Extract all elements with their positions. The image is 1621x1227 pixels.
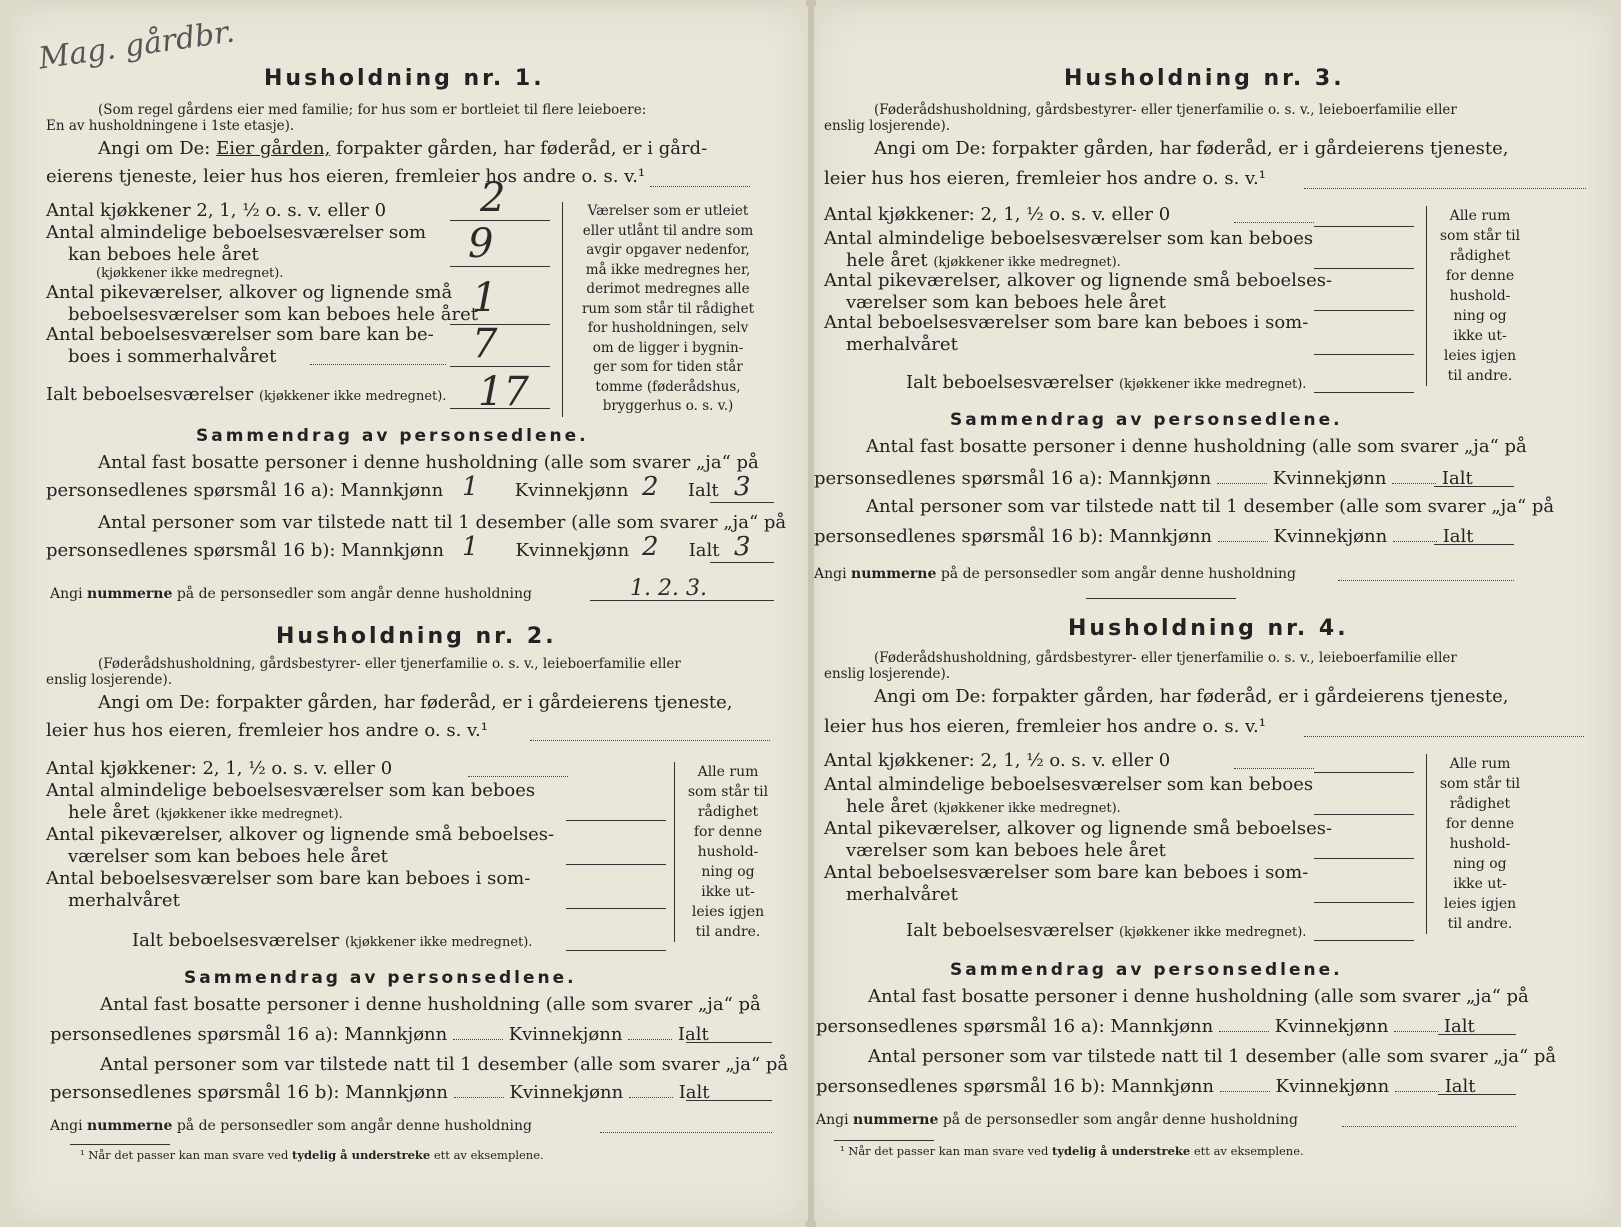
h2-fast-kvinne-label: Kvinnekjønn	[508, 1024, 623, 1045]
h2-nummer-dots	[600, 1132, 772, 1133]
h4-tilst-mann-label: personsedlenes spørsmål 16 b): Mannkjønn	[816, 1076, 1215, 1097]
h1-ialt-value: 17	[478, 369, 529, 415]
h2-brace-note	[674, 762, 771, 942]
h1-nummer-line	[50, 586, 532, 602]
h4-fast-1: Antal fast bosatte personer i denne husholdning (alle som svarer „ja“ på	[868, 986, 1529, 1007]
h1-tilst-ialt-rule	[710, 562, 774, 563]
h1-brace-line: for husholdningen, selv	[587, 320, 749, 336]
h1-nummer-rule	[590, 600, 774, 601]
margin-handwriting: Mag. gårdbr.	[36, 14, 237, 77]
h1-ialt-rule	[450, 408, 550, 409]
h4-brace-note	[1426, 754, 1523, 934]
h1-tilst-kvinne-label: Kvinnekjønn	[515, 540, 630, 561]
h4-kjokken-label: Antal kjøkkener: 2, 1, ½ o. s. v. eller 0	[824, 750, 1171, 771]
h1-sommer-dots	[310, 364, 446, 365]
h2-brace-line: ikke ut-	[701, 884, 755, 900]
h4-fast-kvinne-label: Kvinnekjønn	[1274, 1016, 1389, 1037]
h1-tilst-1: Antal personer som var tilstede natt til 1 desember (alle som svarer „ja“ på	[98, 512, 787, 533]
h1-fast-2	[46, 480, 719, 502]
h1-title: Husholdning nr. 1.	[264, 66, 545, 91]
h4-alm-note: (kjøkkener ikke medregnet).	[933, 801, 1121, 816]
h3-title: Husholdning nr. 3.	[1064, 66, 1345, 91]
h1-angi-dots	[650, 186, 750, 187]
h4-subtitle-2: enslig losjerende).	[824, 666, 951, 682]
h1-ialt-note: (kjøkkener ikke medregnet).	[258, 389, 447, 404]
h2-nummer-prefix: Angi	[50, 1118, 88, 1134]
h3-brace-line: ning og	[1453, 308, 1507, 324]
h4-tilst-ialt-rule	[1438, 1094, 1516, 1095]
h2-sommer-label-2: merhalvåret	[68, 890, 180, 911]
h2-angi-dots	[530, 740, 770, 741]
h4-nummer-line	[816, 1112, 1298, 1128]
h1-angi-line2: eierens tjeneste, leier hus hos eieren, fremleier hos andre o. s. v.¹	[46, 166, 646, 187]
h3-tilst-mann-label: personsedlenes spørsmål 16 b): Mannkjønn	[814, 526, 1213, 547]
left-page	[10, 6, 808, 1221]
h3-fast-mann-label: personsedlenes spørsmål 16 a): Mannkjønn	[814, 468, 1212, 489]
h1-pike-label-1: Antal pikeværelser, alkover og lignende små	[46, 282, 453, 303]
h2-angi-1: Angi om De: forpakter gården, har føderåd, er i gårdeierens tjeneste,	[98, 692, 733, 713]
h2-nummer-rest: på de personsedler som angår denne husholdning	[172, 1118, 532, 1134]
h3-tilst-ialt-rule	[1434, 544, 1514, 545]
h3-pike-rule	[1314, 310, 1414, 311]
h2-tilst-1: Antal personer som var tilstede natt til 1 desember (alle som svarer „ja“ på	[100, 1054, 789, 1075]
h4-nummer-rest: på de personsedler som angår denne husholdning	[938, 1112, 1298, 1128]
h1-brace-line: avgir opgaver nedenfor,	[586, 242, 750, 258]
h1-brace-line: om de ligger i bygnin-	[592, 339, 744, 356]
h3-nummer-dots	[1338, 580, 1514, 581]
h2-nummer-line	[50, 1118, 532, 1134]
h3-fast-2	[814, 468, 1473, 490]
h2-tilst-ialt-rule	[686, 1100, 772, 1101]
footnote-right-bold: tydelig å understreke	[1052, 1144, 1191, 1158]
h2-fast-mann-blank	[453, 1039, 503, 1040]
h4-pike-label-1: Antal pikeværelser, alkover og lignende små beboelses-	[824, 818, 1333, 839]
h4-fast-2	[816, 1016, 1475, 1038]
h2-ialt-note: (kjøkkener ikke medregnet).	[344, 935, 533, 950]
h1-fast-1: Antal fast bosatte personer i denne husholdning (alle som svarer „ja“ på	[98, 452, 759, 473]
h3-kjokken-rule	[1314, 226, 1414, 227]
footnote-left-rest: ett av eksemplene.	[430, 1148, 544, 1162]
h3-tilst-kvinne-blank	[1393, 541, 1437, 542]
h3-ialt-note: (kjøkkener ikke medregnet).	[1118, 377, 1307, 392]
h2-tilst-2	[50, 1082, 710, 1104]
h4-ialt-rule	[1314, 940, 1414, 941]
h1-fast-i-value: 3	[734, 472, 751, 502]
h4-tilst-2	[816, 1076, 1476, 1098]
h2-alm-rule	[566, 820, 666, 821]
h2-alm-label-2	[68, 802, 343, 826]
h1-alm-label-2: kan beboes hele året	[68, 244, 259, 265]
h4-brace-line: leies igjen	[1443, 896, 1517, 912]
h3-fast-ialt-label: Ialt	[1441, 468, 1473, 489]
h3-ialt-rule	[1314, 392, 1414, 393]
h2-sommer-rule	[566, 908, 666, 909]
h1-brace-note	[562, 202, 763, 417]
h4-fast-mann-blank	[1219, 1031, 1269, 1032]
h4-brace-line: som står til	[1439, 776, 1521, 792]
h3-tilst-1: Antal personer som var tilstede natt til 1 desember (alle som svarer „ja“ på	[866, 496, 1555, 517]
h1-brace-line: må ikke medregnes her,	[585, 261, 751, 278]
h1-angi-line1	[98, 138, 707, 160]
h2-tilst-mann-blank	[454, 1097, 504, 1098]
h1-sommer-rule	[450, 366, 550, 367]
h4-alm-label-2	[846, 796, 1121, 820]
h2-brace-line: for denne	[693, 824, 763, 840]
h3-fast-1: Antal fast bosatte personer i denne husholdning (alle som svarer „ja“ på	[866, 436, 1527, 457]
h4-subtitle-1: (Føderådshusholdning, gårdsbestyrer- eller tjenerfamilie o. s. v., leieboerfamilie eller	[874, 650, 1457, 666]
h2-pike-label-2: værelser som kan beboes hele året	[68, 846, 388, 867]
h4-pike-label-2: værelser som kan beboes hele året	[846, 840, 1166, 861]
h3-pike-label-2: værelser som kan beboes hele året	[846, 292, 1166, 313]
h3-sommer-label-1: Antal beboelsesværelser som bare kan beboes i som-	[824, 312, 1309, 333]
h4-nummer-bold: nummerne	[853, 1112, 939, 1128]
h1-alm-rule	[450, 266, 550, 267]
h3-nummer-prefix: Angi	[814, 566, 852, 582]
footnote-right-prefix: ¹ Når det passer kan man svare ved	[840, 1144, 1053, 1158]
h3-fast-kvinne-blank	[1392, 483, 1436, 484]
footnote-left-prefix: ¹ Når det passer kan man svare ved	[80, 1148, 293, 1162]
h2-angi-2: leier hus hos eieren, fremleier hos andre o. s. v.¹	[46, 720, 488, 741]
h1-brace-line: bryggerhus o. s. v.)	[602, 398, 734, 414]
h3-brace-line: hushold-	[1449, 288, 1511, 304]
h3-nummer-rest: på de personsedler som angår denne husholdning	[936, 566, 1296, 582]
h1-tilst-k-value: 2	[642, 532, 659, 562]
h3-brace-line: som står til	[1439, 228, 1521, 244]
h2-tilst-kvinne-blank	[629, 1097, 673, 1098]
h1-sommer-label-1: Antal beboelsesværelser som bare kan be-	[46, 324, 434, 345]
h4-brace-line: ikke ut-	[1453, 876, 1507, 892]
h1-angi-prefix: Angi om De:	[98, 138, 211, 159]
h1-brace-line: derimot medregnes alle	[586, 281, 750, 297]
h2-brace-line: hushold-	[697, 844, 759, 860]
h2-sum-title: Sammendrag av personsedlene.	[184, 968, 577, 988]
h2-alm-label-1: Antal almindelige beboelsesværelser som kan beboes	[46, 780, 536, 801]
h1-fast-ialt-rule	[710, 502, 774, 503]
h2-alm-note: (kjøkkener ikke medregnet).	[155, 807, 343, 822]
h4-ialt-line	[906, 920, 1306, 944]
h4-sommer-label-2: merhalvåret	[846, 884, 958, 905]
h1-angi-rest: forpakter gården, har føderåd, er i gård-	[330, 138, 708, 159]
h2-pike-label-1: Antal pikeværelser, alkover og lignende små beboelses-	[46, 824, 555, 845]
h1-subtitle-1: (Som regel gårdens eier med familie; for hus som er bortleiet til flere leieboere:	[98, 102, 647, 118]
h2-tilst-ialt-label: Ialt	[678, 1082, 710, 1103]
h3-nummer-bold: nummerne	[851, 566, 937, 582]
h2-nummer-bold: nummerne	[87, 1118, 173, 1134]
h1-brace-line: rum som står til rådighet	[581, 300, 755, 317]
h4-title: Husholdning nr. 4.	[1068, 616, 1349, 641]
h3-alm-label-1: Antal almindelige beboelsesværelser som kan beboes	[824, 228, 1314, 249]
h3-kjokken-label: Antal kjøkkener: 2, 1, ½ o. s. v. eller 0	[824, 204, 1171, 225]
footnote-right	[840, 1144, 1304, 1158]
h2-fast-2	[50, 1024, 709, 1046]
h3-subtitle-1: (Føderådshusholdning, gårdsbestyrer- eller tjenerfamilie o. s. v., leieboerfamilie eller	[874, 102, 1457, 118]
h3-fast-ialt-rule	[1434, 486, 1514, 487]
h4-brace-line: rådighet	[1449, 796, 1511, 812]
h3-tilst-mann-blank	[1218, 541, 1268, 542]
h2-brace-line: Alle rum	[697, 764, 759, 780]
h1-tilst-m-value: 1	[462, 532, 479, 562]
h2-subtitle-2: enslig losjerende).	[46, 672, 173, 688]
h3-fast-mann-blank	[1217, 483, 1267, 484]
h1-tilst-2	[46, 540, 720, 562]
footnote-right-rest: ett av eksemplene.	[1190, 1144, 1304, 1158]
h4-brace-line: ning og	[1453, 856, 1507, 872]
h4-brace-line: for denne	[1445, 816, 1515, 832]
h4-pike-rule	[1314, 858, 1414, 859]
h1-tilst-mann-label: personsedlenes spørsmål 16 b): Mannkjønn	[46, 540, 445, 561]
h4-kjokken-dots	[1234, 768, 1314, 769]
h2-sommer-label-1: Antal beboelsesværelser som bare kan beboes i som-	[46, 868, 531, 889]
h4-tilst-1: Antal personer som var tilstede natt til 1 desember (alle som svarer „ja“ på	[868, 1046, 1557, 1067]
h2-subtitle-1: (Føderådshusholdning, gårdsbestyrer- eller tjenerfamilie o. s. v., leieboerfamilie eller	[98, 656, 681, 672]
footnote-left-bold: tydelig å understreke	[292, 1148, 431, 1162]
h1-alm-value: 9	[468, 221, 494, 267]
h3-sommer-rule	[1314, 354, 1414, 355]
footnote-left	[80, 1148, 544, 1162]
right-page	[814, 6, 1614, 1221]
h1-subtitle-2: En av husholdningene i 1ste etasje).	[46, 118, 295, 134]
h3-tilst-2	[814, 526, 1474, 548]
h3-sum-title: Sammendrag av personsedlene.	[950, 410, 1343, 430]
h4-tilst-kvinne-label: Kvinnekjønn	[1275, 1076, 1390, 1097]
h1-fast-ialt-label: Ialt	[687, 480, 719, 501]
h2-brace-line: rådighet	[697, 804, 759, 820]
h4-brace-line: til andre.	[1447, 916, 1513, 932]
h4-alm-label-1: Antal almindelige beboelsesværelser som kan beboes	[824, 774, 1314, 795]
h2-ialt-label: Ialt beboelsesværelser	[132, 930, 340, 951]
h1-tilst-ialt-label: Ialt	[688, 540, 720, 561]
h1-sommer-value: 7	[472, 321, 498, 367]
h2-ialt-line	[132, 930, 532, 954]
h2-kjokken-label: Antal kjøkkener: 2, 1, ½ o. s. v. eller 0	[46, 758, 393, 779]
h1-nummer-rest: på de personsedler som angår denne husholdning	[172, 586, 532, 602]
h2-fast-mann-label: personsedlenes spørsmål 16 a): Mannkjønn	[50, 1024, 448, 1045]
h1-nummer-value: 1. 2. 3.	[630, 576, 707, 601]
h2-alm-label-2-text: hele året	[68, 802, 150, 823]
h3-alm-label-2-text: hele året	[846, 250, 928, 271]
h4-brace-line: Alle rum	[1449, 756, 1511, 772]
h3-kjokken-dots	[1234, 222, 1314, 223]
h4-nummer-dots	[1342, 1126, 1516, 1127]
h2-brace-line: som står til	[687, 784, 769, 800]
h1-fast-mann-label: personsedlenes spørsmål 16 a): Mannkjønn	[46, 480, 444, 501]
h2-brace-line: ning og	[701, 864, 755, 880]
h1-brace-line: Værelser som er utleiet	[587, 203, 749, 219]
h1-alm-label-3: (kjøkkener ikke medregnet).	[96, 266, 284, 281]
h3-alm-rule	[1314, 268, 1414, 269]
h2-pike-rule	[566, 864, 666, 865]
h3-tilst-kvinne-label: Kvinnekjønn	[1273, 526, 1388, 547]
h4-angi-2: leier hus hos eieren, fremleier hos andre o. s. v.¹	[824, 716, 1266, 737]
h3-h4-separator	[1086, 598, 1236, 599]
h1-fast-m-value: 1	[462, 472, 479, 502]
h4-alm-rule	[1314, 814, 1414, 815]
h1-brace-line: ger som for tiden står	[593, 359, 743, 375]
h4-ialt-note: (kjøkkener ikke medregnet).	[1118, 925, 1307, 940]
h3-tilst-ialt-label: Ialt	[1442, 526, 1474, 547]
h3-pike-label-1: Antal pikeværelser, alkover og lignende små beboelses-	[824, 270, 1333, 291]
h1-kjokken-rule	[450, 220, 550, 221]
h2-fast-ialt-rule	[686, 1042, 772, 1043]
h3-ialt-line	[906, 372, 1306, 396]
h2-brace-line: til andre.	[695, 924, 761, 940]
h2-fast-kvinne-blank	[628, 1039, 672, 1040]
h3-brace-line: rådighet	[1449, 248, 1511, 264]
h4-sum-title: Sammendrag av personsedlene.	[950, 960, 1343, 980]
h3-brace-line: til andre.	[1447, 368, 1513, 384]
h1-nummer-bold: nummerne	[87, 586, 173, 602]
h3-brace-line: ikke ut-	[1453, 328, 1507, 344]
h3-fast-kvinne-label: Kvinnekjønn	[1272, 468, 1387, 489]
h2-ialt-rule	[566, 950, 666, 951]
h1-brace-line: eller utlånt til andre som	[582, 222, 754, 239]
h3-ialt-label: Ialt beboelsesværelser	[906, 372, 1114, 393]
h1-pike-value: 1	[472, 275, 498, 321]
h4-tilst-mann-blank	[1220, 1091, 1270, 1092]
h2-title: Husholdning nr. 2.	[276, 624, 557, 649]
footnote-rule-right	[834, 1140, 934, 1141]
h1-alm-label-1: Antal almindelige beboelsesværelser som	[46, 222, 427, 243]
h3-brace-line: leies igjen	[1443, 348, 1517, 364]
h1-angi-eier-underlined: Eier gården,	[216, 138, 331, 159]
h2-tilst-kvinne-label: Kvinnekjønn	[509, 1082, 624, 1103]
h1-kjokken-label: Antal kjøkkener 2, 1, ½ o. s. v. eller 0	[46, 200, 387, 221]
h2-fast-ialt-label: Ialt	[677, 1024, 709, 1045]
h3-angi-dots	[1304, 188, 1586, 189]
h3-brace-note	[1426, 206, 1523, 386]
h1-pike-rule	[450, 324, 550, 325]
h4-ialt-label: Ialt beboelsesværelser	[906, 920, 1114, 941]
h4-alm-label-2-text: hele året	[846, 796, 928, 817]
h2-tilst-mann-label: personsedlenes spørsmål 16 b): Mannkjønn	[50, 1082, 449, 1103]
h4-angi-1: Angi om De: forpakter gården, har føderåd, er i gårdeierens tjeneste,	[874, 686, 1509, 707]
h4-tilst-ialt-label: Ialt	[1444, 1076, 1476, 1097]
h1-nummer-prefix: Angi	[50, 586, 88, 602]
h1-sum-title: Sammendrag av personsedlene.	[196, 426, 589, 446]
h3-nummer-line	[814, 566, 1296, 582]
h4-nummer-prefix: Angi	[816, 1112, 854, 1128]
h1-fast-k-value: 2	[642, 472, 659, 502]
h1-kjokken-value: 2	[480, 175, 506, 221]
h3-angi-2: leier hus hos eieren, fremleier hos andre o. s. v.¹	[824, 168, 1266, 189]
h3-brace-line: Alle rum	[1449, 208, 1511, 224]
h1-ialt-line	[46, 384, 446, 408]
h2-brace-line: leies igjen	[691, 904, 765, 920]
h1-sommer-label-2: boes i sommerhalvåret	[68, 346, 277, 367]
h4-fast-ialt-rule	[1438, 1034, 1516, 1035]
h4-kjokken-rule	[1314, 772, 1414, 773]
h4-sommer-label-1: Antal beboelsesværelser som bare kan beboes i som-	[824, 862, 1309, 883]
h3-subtitle-2: enslig losjerende).	[824, 118, 951, 134]
h4-angi-dots	[1304, 736, 1584, 737]
h4-fast-ialt-label: Ialt	[1443, 1016, 1475, 1037]
h1-tilst-i-value: 3	[734, 532, 751, 562]
h2-fast-1: Antal fast bosatte personer i denne husholdning (alle som svarer „ja“ på	[100, 994, 761, 1015]
h4-tilst-kvinne-blank	[1395, 1091, 1439, 1092]
h1-pike-label-2: beboelsesværelser som kan beboes hele året	[68, 304, 478, 325]
h4-brace-line: hushold-	[1449, 836, 1511, 852]
h3-angi-1: Angi om De: forpakter gården, har føderåd, er i gårdeierens tjeneste,	[874, 138, 1509, 159]
h3-sommer-label-2: merhalvåret	[846, 334, 958, 355]
h1-fast-kvinne-label: Kvinnekjønn	[514, 480, 629, 501]
h4-sommer-rule	[1314, 902, 1414, 903]
h1-brace-line: tomme (føderådshus,	[595, 378, 741, 395]
h4-fast-mann-label: personsedlenes spørsmål 16 a): Mannkjønn	[816, 1016, 1214, 1037]
h2-kjokken-dots	[468, 776, 568, 777]
h4-fast-kvinne-blank	[1394, 1031, 1438, 1032]
h3-alm-note: (kjøkkener ikke medregnet).	[933, 255, 1121, 270]
h3-brace-line: for denne	[1445, 268, 1515, 284]
h1-ialt-label: Ialt beboelsesværelser	[46, 384, 254, 405]
footnote-rule-left	[70, 1144, 170, 1145]
